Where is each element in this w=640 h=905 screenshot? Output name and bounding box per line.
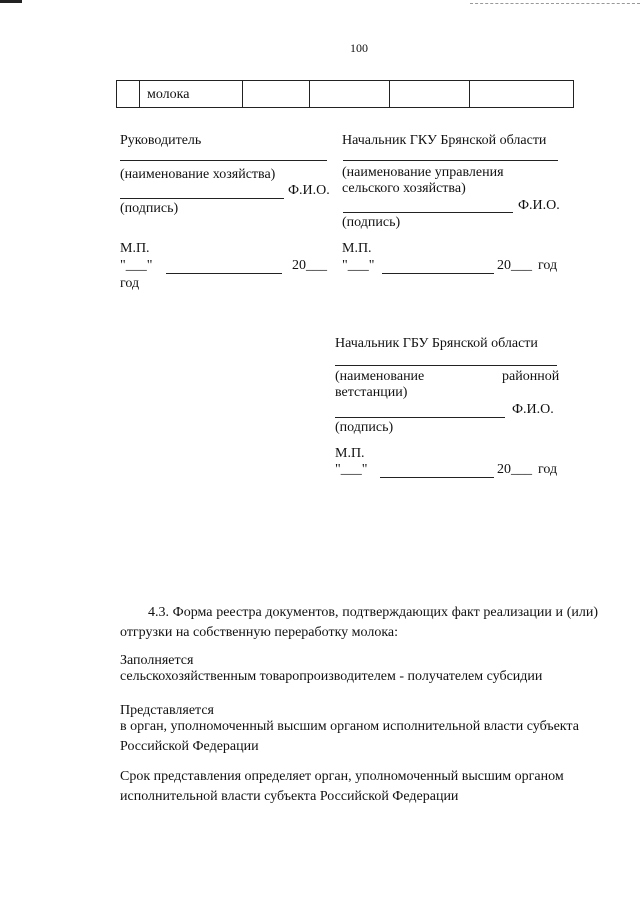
- page-number: 100: [350, 41, 368, 55]
- vet-sig-date-quote: "___": [335, 462, 368, 477]
- deadline-text: Срок представления определяет орган, уполномоченный высшим органом исполнительной власти субъекта Российской Федерации: [120, 769, 564, 804]
- right-sig-date-quote: "___": [342, 258, 375, 273]
- filled-value: сельскохозяйственным товаропроизводителем - получателем субсидии: [120, 669, 543, 684]
- vet-sig-year-word: год: [538, 462, 558, 477]
- table-cell-border: [139, 81, 140, 107]
- left-sig-title: Руководитель: [120, 133, 202, 148]
- right-sig-sign-label: (подпись): [342, 215, 401, 230]
- right-sig-fio: Ф.И.О.: [518, 198, 560, 213]
- left-sig-name-label: (наименование хозяйства): [120, 167, 276, 182]
- right-sig-year: 20___: [497, 258, 532, 273]
- table-cell-border: [389, 81, 390, 107]
- date-line: [382, 273, 494, 274]
- left-sig-year: 20___: [292, 258, 327, 273]
- signature-line: [120, 160, 327, 161]
- signature-line: [343, 212, 513, 213]
- right-sig-name-label-2: сельского хозяйства): [342, 181, 466, 196]
- left-sig-year-word: год: [120, 276, 140, 291]
- vet-sig-year: 20___: [497, 462, 532, 477]
- date-line: [166, 273, 282, 274]
- submitted-value: в орган, уполномоченный высшим органом исполнительной власти субъекта Российской Федерации: [120, 719, 579, 754]
- left-sig-fio: Ф.И.О.: [288, 183, 330, 198]
- vet-sig-title: Начальник ГБУ Брянской области: [335, 336, 538, 351]
- right-sig-name-label-1: (наименование управления: [342, 165, 504, 180]
- vet-sig-name-label-b: районной: [502, 369, 560, 384]
- vet-sig-mp: М.П.: [335, 446, 365, 461]
- table-cell-border: [309, 81, 310, 107]
- left-sig-date-quote: "___": [120, 258, 153, 273]
- signature-line: [335, 417, 505, 418]
- submitted-label: Представляется: [120, 703, 214, 718]
- signature-line: [335, 365, 557, 366]
- vet-sig-sign-label: (подпись): [335, 420, 394, 435]
- left-sig-sign-label: (подпись): [120, 201, 179, 216]
- right-sig-title: Начальник ГКУ Брянской области: [342, 133, 547, 148]
- signature-line: [343, 160, 558, 161]
- table-cell-border: [469, 81, 470, 107]
- vet-sig-name-label-a: (наименование: [335, 369, 425, 384]
- table-row: [116, 80, 574, 108]
- left-sig-mp: М.П.: [120, 241, 150, 256]
- vet-sig-name-label-2: ветстанции): [335, 385, 408, 400]
- right-sig-mp: М.П.: [342, 241, 372, 256]
- scan-edge-mark: [470, 3, 640, 4]
- scan-edge-mark: [0, 0, 22, 3]
- right-sig-year-word: год: [538, 258, 558, 273]
- filled-label: Заполняется: [120, 653, 194, 668]
- vet-sig-fio: Ф.И.О.: [512, 402, 554, 417]
- signature-line: [120, 198, 284, 199]
- table-cell-text: молока: [147, 87, 190, 102]
- table-cell-border: [242, 81, 243, 107]
- date-line: [380, 477, 494, 478]
- section-heading: 4.3. Форма реестра документов, подтверждающих факт реализации и (или) отгрузки на собственную переработку молока:: [120, 605, 598, 640]
